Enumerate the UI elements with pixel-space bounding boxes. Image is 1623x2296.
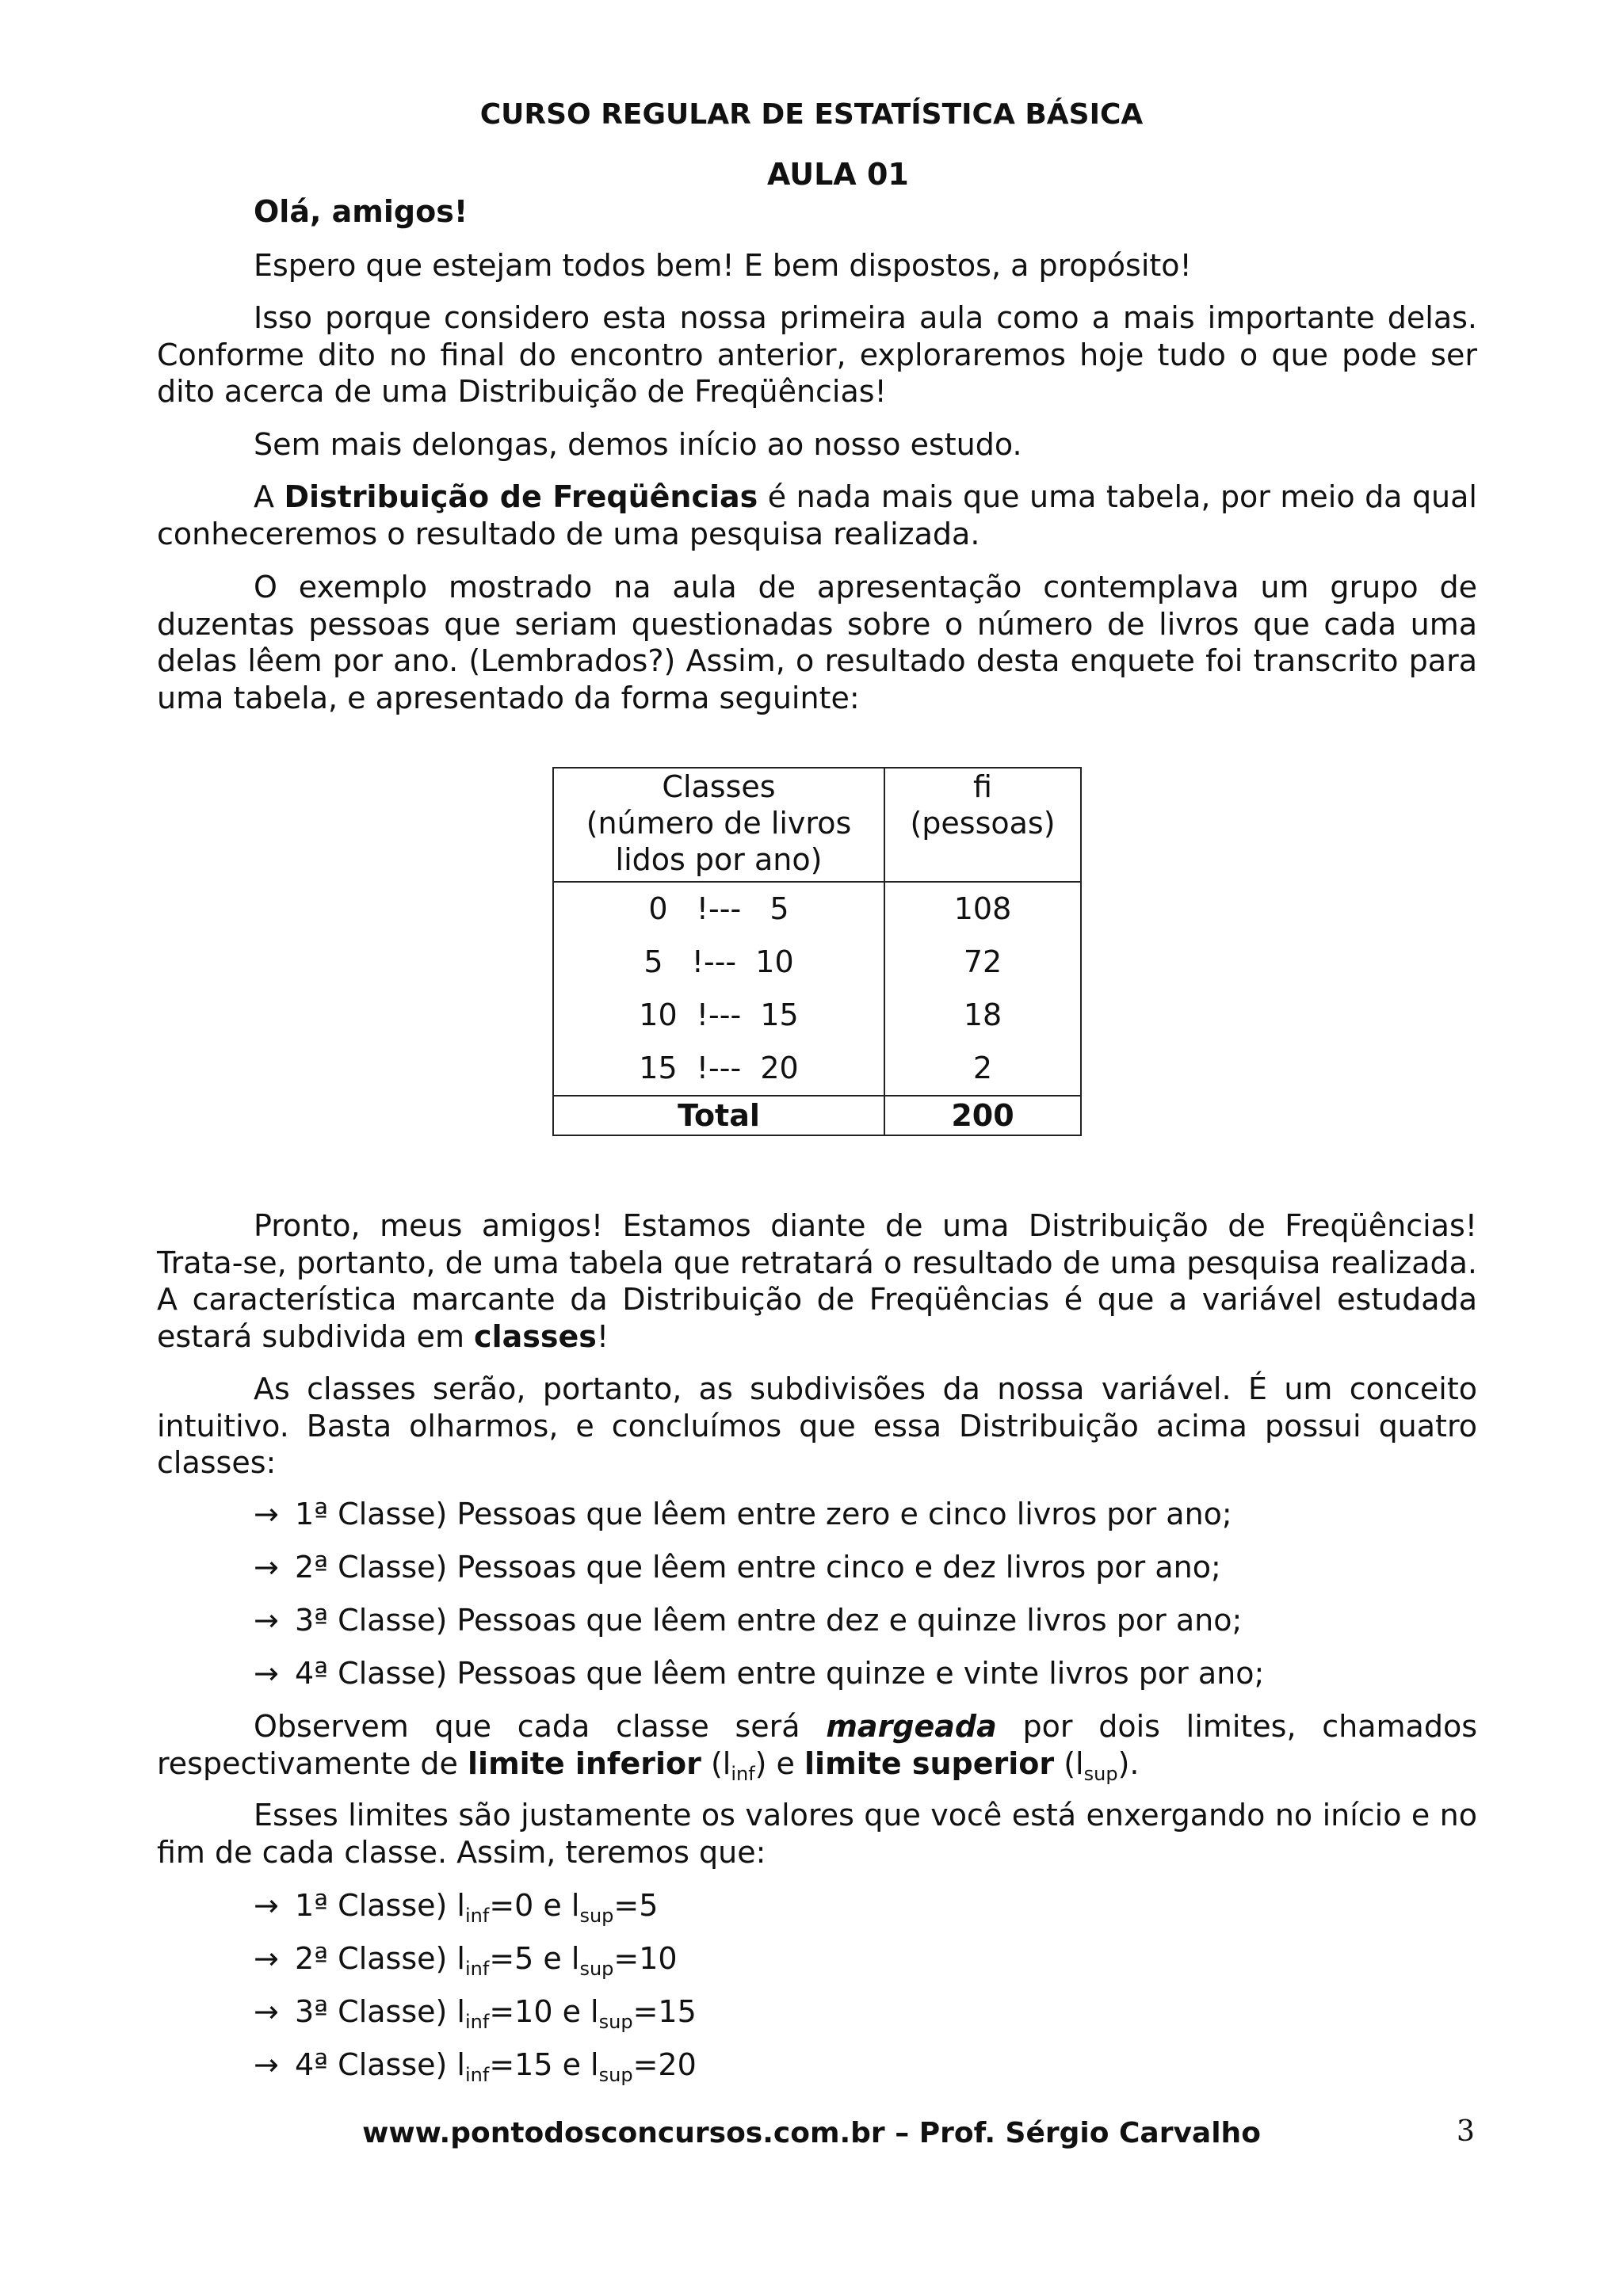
class-item-3: → 3ª Classe) Pessoas que lêem entre dez e quinze livros por ano; [254, 1603, 1243, 1638]
arrow-right-icon: → [254, 1603, 279, 1638]
table-row: 5 !--- 10 72 [553, 936, 1081, 989]
paragraph-5: O exemplo mostrado na aula de apresentação contemplava um grupo de duzentas pessoas que seriam questionadas sobre o número de livros que cada uma delas lêem por ano. (Lembrados?) Assim, o resultado desta enquete foi transcrito para uma tabela, e apresentado da forma seguinte: [157, 570, 1477, 715]
table-row: 10 !--- 15 18 [553, 989, 1081, 1042]
arrow-right-icon: → [254, 1550, 279, 1585]
class-item-2: → 2ª Classe) Pessoas que lêem entre cinco e dez livros por ano; [254, 1550, 1221, 1585]
class-item-4: → 4ª Classe) Pessoas que lêem entre quinze e vinte livros por ano; [254, 1656, 1265, 1691]
paragraph-6: Pronto, meus amigos! Estamos diante de uma Distribuição de Freqüências! Trata-se, portanto, de uma tabela que retratará o resultado de uma pesquisa realizada. A característica marcante da Distribuição de Freqüências é que a variável estudada estará subdivida em classes! [157, 1208, 1477, 1354]
course-title: CURSO REGULAR DE ESTATÍSTICA BÁSICA [479, 98, 1144, 131]
paragraph-7: As classes serão, portanto, as subdivisões da nossa variável. É um conceito intuitivo. Basta olharmos, e concluímos que essa Distribuição acima possui quatro classes: [157, 1371, 1477, 1480]
limits-item-1: → 1ª Classe) $l_{inf}=0$ e $l_{sup}=5$ [254, 1888, 659, 1927]
arrow-right-icon: → [254, 1497, 279, 1531]
paragraph-1: Espero que estejam todos bem! E bem dispostos, a propósito! [254, 248, 1192, 283]
frequency-distribution-table [552, 767, 1082, 1136]
paragraph-3: Sem mais delongas, demos início ao nosso estudo. [254, 427, 1022, 462]
limits-item-3: → 3ª Classe) $l_{inf}=10$ e $l_{sup}=15$ [254, 1994, 697, 2033]
table-row: 15 !--- 20 2 [553, 1042, 1081, 1096]
arrow-right-icon: → [254, 1888, 279, 1923]
arrow-right-icon: → [254, 1656, 279, 1691]
document-page: CURSO REGULAR DE ESTATÍSTICA BÁSICA AULA 01 Olá, amigos! Espero que estejam todos bem! E bem dispostos, a propósito! Isso porque considero esta nossa primeira aula como a mais importante delas. Conforme dito no final do encontro anterior, exploraremos hoje tudo o que pode ser dito acerca de uma Distribuição de Freqüências! Sem mais delongas, demos início ao nosso estudo. A Distribuição de Freqüências é nada mais que uma tabela, por meio da qual conheceremos o resultado de uma pesquisa realizada. O exemplo mostrado na aula de apresentação contemplava um grupo de duzentas pessoas que seriam questionadas sobre o número de livros que cada uma delas lêem por ano. (Lembrados?) Assim, o resultado desta enquete foi transcrito para uma tabela, e apresentado da forma seguinte: Classes (número de livros lidos por ano) fi (pessoas) 0 !--- 5 108 5 !--- 10 72 10 !--- 15 18 15 !--- 20 2 Total 200 Pronto, meus amigos! Estamos diante de uma Distribuição de Freqüências! Trata-se, portanto, de uma tabela que retratará o resultado de uma pesquisa realizada. A característica marcante da Distribuição de Freqüências é que a variável estudada estará subdivida em classes! As classes serão, portanto, as subdivisões da nossa variável. É um conceito intuitivo. Basta olharmos, e concluímos que essa Distribuição acima possui quatro classes: → 1ª Classe) Pessoas que lêem entre zero e cinco livros por ano; → 2ª Classe) Pessoas que lêem entre cinco e dez livros por ano; → 3ª Classe) Pessoas que lêem entre dez e quinze livros por ano; → 4ª Classe) Pessoas que lêem entre quinze e vinte livros por ano; Observem que cada classe será margeada por dois limites, chamados respectivamente de limite inferior $(l_{inf})$ e limite superior $(l_{sup})$. Esses limites são justamente os valores que você está enxergando no início e no fim de cada classe. Assim, teremos que: → 1ª Classe) $l_{inf}=0$ e $l_{sup}=5$ → 2ª Classe) $l_{inf}=5$ e $l_{sup}=10$ → 3ª Classe) $l_{inf}=10$ e $l_{sup}=15$ → 4ª Classe) $l_{inf}=15$ e $l_{sup}=20$ www.pontodosconcursos.com.br – Prof. Sérgio Carvalho 3 [0, 0, 1623, 2296]
page-number: 3 [1457, 2115, 1475, 2148]
paragraph-2: Isso porque considero esta nossa primeira aula como a mais importante delas. Conforme dito no final do encontro anterior, exploraremos hoje tudo o que pode ser dito acerca de uma Distribuição de Freqüências! [157, 300, 1477, 409]
table-row: 0 !--- 5 108 [553, 882, 1081, 936]
limits-item-4: → 4ª Classe) $l_{inf}=15$ e $l_{sup}=20$ [254, 2047, 697, 2086]
arrow-right-icon: → [254, 2047, 279, 2082]
table-total-row: Total 200 [553, 1096, 1081, 1135]
greeting: Olá, amigos! [254, 194, 468, 229]
paragraph-9: Esses limites são justamente os valores que você está enxergando no início e no fim de cada classe. Assim, teremos que: [157, 1798, 1477, 1870]
fi-header: fi (pessoas) [884, 768, 1081, 882]
paragraph-8: Observem que cada classe será margeada por dois limites, chamados respectivamente de limite inferior $(l_{inf})$ e limite superior $(l_{sup})$. [157, 1709, 1477, 1785]
footer-credit: www.pontodosconcursos.com.br – Prof. Sérgio Carvalho [362, 2117, 1261, 2149]
paragraph-4: A Distribuição de Freqüências é nada mais que uma tabela, por meio da qual conheceremos o resultado de uma pesquisa realizada. [157, 479, 1477, 551]
limits-item-2: → 2ª Classe) $l_{inf}=5$ e $l_{sup}=10$ [254, 1941, 678, 1980]
arrow-right-icon: → [254, 1941, 279, 1976]
class-item-1: → 1ª Classe) Pessoas que lêem entre zero e cinco livros por ano; [254, 1497, 1232, 1531]
classes-header: Classes (número de livros lidos por ano) [553, 768, 884, 882]
arrow-right-icon: → [254, 1994, 279, 2029]
table-header-row [553, 768, 1081, 882]
